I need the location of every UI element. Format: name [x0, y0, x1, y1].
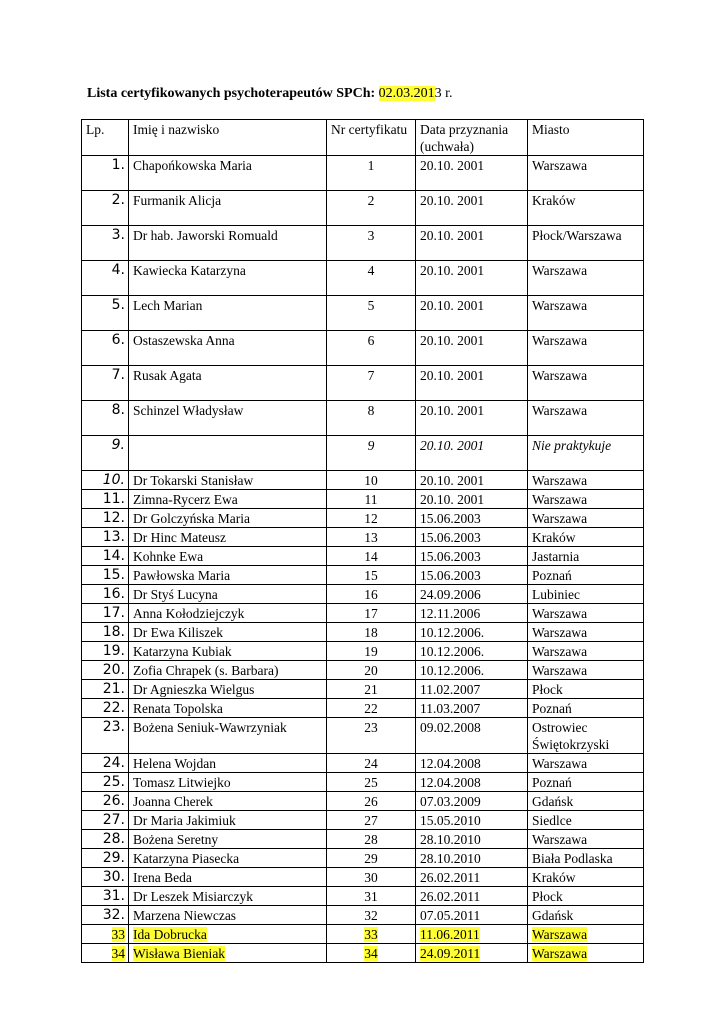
row-city: Warszawa [532, 368, 588, 383]
row-city: Warszawa [532, 606, 588, 621]
table-row [82, 436, 644, 471]
row-name: Dr Agnieszka Wielgus [133, 682, 255, 697]
row-city: Nie praktykuje [532, 438, 612, 453]
row-number: 3. [111, 227, 125, 243]
row-number: 31. [102, 888, 125, 904]
row-name: Dr Leszek Misiarczyk [133, 889, 253, 904]
table-row [82, 754, 644, 773]
row-date: 24.09.2011 [420, 946, 481, 961]
row-cert-number: 31 [364, 889, 378, 904]
table-row [82, 226, 644, 261]
row-number: 20. [102, 662, 125, 678]
table-row [82, 906, 644, 925]
row-city: Płock [532, 682, 563, 697]
row-city: Płock [532, 889, 563, 904]
table-row [82, 718, 644, 754]
row-city: Poznań [532, 775, 572, 790]
row-name: Wisława Bieniak [133, 946, 226, 961]
row-city: Warszawa [532, 158, 588, 173]
row-city: Warszawa [532, 492, 588, 507]
row-city: Warszawa [532, 644, 588, 659]
row-number: 7. [111, 367, 125, 383]
row-city: Warszawa [532, 946, 588, 961]
row-name: Irena Beda [133, 870, 192, 885]
table-row [82, 191, 644, 226]
row-date: 20.10. 2001 [420, 263, 485, 278]
row-date: 11.03.2007 [420, 701, 481, 716]
table-row [82, 811, 644, 830]
row-date: 20.10. 2001 [420, 333, 485, 348]
table-row [82, 773, 644, 792]
row-cert-number: 5 [367, 298, 375, 313]
table-row [82, 296, 644, 331]
row-date: 15.06.2003 [420, 568, 481, 583]
row-date: 10.12.2006. [420, 644, 485, 659]
row-city: Warszawa [532, 298, 588, 313]
row-number: 32. [102, 907, 125, 923]
row-number: 27. [102, 812, 125, 828]
row-city: Kraków [532, 530, 576, 545]
row-number: 18. [102, 624, 125, 640]
header-lp: Lp. [82, 120, 129, 156]
table-row [82, 661, 644, 680]
row-name: Dr Hinc Mateusz [133, 530, 226, 545]
header-date: Data przyznania (uchwała) [416, 120, 528, 156]
table-row [82, 925, 644, 944]
row-cert-number: 17 [364, 606, 378, 621]
row-cert-number: 32 [364, 908, 378, 923]
row-name: Helena Wojdan [133, 756, 217, 771]
table-row [82, 887, 644, 906]
row-cert-number: 18 [364, 625, 378, 640]
row-name: Kohnke Ewa [133, 549, 204, 564]
row-date: 15.06.2003 [420, 530, 481, 545]
row-date: 11.02.2007 [420, 682, 481, 697]
row-name: Anna Kołodziejczyk [133, 606, 245, 621]
row-number: 29. [102, 850, 125, 866]
row-city: Warszawa [532, 403, 588, 418]
row-cert-number: 9 [367, 438, 375, 453]
row-number: 15. [102, 567, 125, 583]
row-cert-number: 19 [364, 644, 378, 659]
row-cert-number: 11 [364, 492, 378, 507]
row-number: 34 [111, 946, 125, 961]
row-city: Poznań [532, 568, 572, 583]
row-number: 10. [102, 472, 125, 488]
row-date: 11.06.2011 [420, 927, 480, 942]
row-number: 28. [102, 831, 125, 847]
row-date: 20.10. 2001 [420, 473, 485, 488]
table-row [82, 849, 644, 868]
header-city: Miasto [528, 120, 644, 156]
row-name: Renata Topolska [133, 701, 223, 716]
table-row [82, 261, 644, 296]
row-cert-number: 30 [364, 870, 378, 885]
table-row [82, 156, 644, 191]
row-name: Dr Ewa Kiliszek [133, 625, 223, 640]
row-name: Dr Maria Jakimiuk [133, 813, 236, 828]
table-row [82, 331, 644, 366]
row-city: Warszawa [532, 625, 588, 640]
table-row [82, 792, 644, 811]
row-cert-number: 4 [367, 263, 375, 278]
table-row [82, 528, 644, 547]
row-city: Płock/Warszawa [532, 228, 622, 243]
row-date: 26.02.2011 [420, 870, 481, 885]
row-city: Biała Podlaska [532, 851, 613, 866]
table-row [82, 680, 644, 699]
row-name: Chapońkowska Maria [133, 158, 252, 173]
row-date: 12.11.2006 [420, 606, 481, 621]
row-date: 12.04.2008 [420, 775, 481, 790]
title-suffix: 3 r. [434, 86, 453, 101]
row-date: 07.03.2009 [420, 794, 481, 809]
row-cert-number: 23 [364, 720, 378, 735]
row-city: Lubiniec [532, 587, 580, 602]
row-cert-number: 24 [364, 756, 378, 771]
row-number: 9. [111, 437, 125, 453]
row-name: Joanna Cherek [133, 794, 213, 809]
row-cert-number: 3 [367, 228, 375, 243]
row-name: Furmanik Alicja [133, 193, 222, 208]
row-date: 10.12.2006. [420, 625, 485, 640]
row-date: 20.10. 2001 [420, 193, 485, 208]
row-number: 17. [102, 605, 125, 621]
table-row [82, 366, 644, 401]
row-cert-number: 33 [364, 927, 378, 942]
row-city: Jastarnia [532, 549, 580, 564]
row-city: Poznań [532, 701, 572, 716]
row-cert-number: 27 [364, 813, 378, 828]
table-row [82, 401, 644, 436]
table-header-row [82, 120, 644, 156]
row-date: 15.06.2003 [420, 511, 481, 526]
row-city: Warszawa [532, 832, 588, 847]
row-city: Ostrowiec Świętokrzyski [532, 720, 610, 752]
row-date: 09.02.2008 [420, 720, 481, 735]
row-number: 4. [111, 262, 125, 278]
row-number: 8. [111, 402, 125, 418]
row-number: 13. [102, 529, 125, 545]
row-name: Zofia Chrapek (s. Barbara) [133, 663, 279, 678]
row-cert-number: 10 [364, 473, 378, 488]
row-date: 20.10. 2001 [420, 368, 485, 383]
table-row [82, 490, 644, 509]
title-date-highlight: 02.03.201 [378, 86, 435, 101]
row-date: 20.10. 2001 [420, 438, 485, 453]
row-cert-number: 22 [364, 701, 378, 716]
row-number: 22. [102, 700, 125, 716]
table-row [82, 944, 644, 963]
row-number: 14. [102, 548, 125, 564]
row-city: Warszawa [532, 756, 588, 771]
row-name: Dr Golczyńska Maria [133, 511, 250, 526]
table-row [82, 830, 644, 849]
row-city: Warszawa [532, 927, 588, 942]
table-row [82, 642, 644, 661]
table-body [82, 156, 644, 963]
row-number: 5. [111, 297, 125, 313]
row-name: Bożena Seniuk-Wawrzyniak [133, 720, 287, 735]
row-name: Rusak Agata [133, 368, 202, 383]
row-cert-number: 25 [364, 775, 378, 790]
row-cert-number: 13 [364, 530, 378, 545]
row-name: Bożena Seretny [133, 832, 219, 847]
row-date: 15.05.2010 [420, 813, 481, 828]
row-number: 26. [102, 793, 125, 809]
row-city: Gdańsk [532, 794, 574, 809]
row-name: Ida Dobrucka [133, 927, 207, 942]
row-number: 2. [111, 192, 125, 208]
row-number: 21. [102, 681, 125, 697]
row-number: 23. [102, 719, 125, 735]
row-date: 20.10. 2001 [420, 228, 485, 243]
row-number: 1. [111, 157, 125, 173]
row-city: Warszawa [532, 511, 588, 526]
table-row [82, 699, 644, 718]
table-row [82, 585, 644, 604]
table-row [82, 471, 644, 490]
row-cert-number: 34 [364, 946, 378, 961]
row-name: Dr Styś Lucyna [133, 587, 218, 602]
row-cert-number: 26 [364, 794, 378, 809]
row-city: Warszawa [532, 263, 588, 278]
row-date: 20.10. 2001 [420, 403, 485, 418]
row-date: 20.10. 2001 [420, 492, 485, 507]
row-number: 25. [102, 774, 125, 790]
row-number: 19. [102, 643, 125, 659]
row-name: Kawiecka Katarzyna [133, 263, 246, 278]
row-number: 12. [102, 510, 125, 526]
table-row [82, 547, 644, 566]
row-number: 16. [102, 586, 125, 602]
row-cert-number: 20 [364, 663, 378, 678]
row-name: Katarzyna Piasecka [133, 851, 240, 866]
row-name: Ostaszewska Anna [133, 333, 235, 348]
title-prefix: Lista certyfikowanych psychoterapeutów SPCh: [87, 86, 379, 101]
row-date: 10.12.2006. [420, 663, 485, 678]
row-cert-number: 15 [364, 568, 378, 583]
row-number: 24. [102, 755, 125, 771]
psychotherapists-table [81, 119, 644, 963]
row-city: Kraków [532, 870, 576, 885]
row-name: Tomasz Litwiejko [133, 775, 231, 790]
row-cert-number: 29 [364, 851, 378, 866]
row-name: Katarzyna Kubiak [133, 644, 232, 659]
row-city: Gdańsk [532, 908, 574, 923]
row-cert-number: 21 [364, 682, 378, 697]
row-name: Lech Marian [133, 298, 203, 313]
row-date: 20.10. 2001 [420, 158, 485, 173]
row-city: Warszawa [532, 473, 588, 488]
row-cert-number: 2 [367, 193, 375, 208]
row-number: 6. [111, 332, 125, 348]
row-name: Zimna-Rycerz Ewa [133, 492, 238, 507]
row-city: Warszawa [532, 333, 588, 348]
row-city: Warszawa [532, 663, 588, 678]
table-row [82, 623, 644, 642]
row-date: 24.09.2006 [420, 587, 481, 602]
document-title [87, 86, 453, 102]
row-date: 15.06.2003 [420, 549, 481, 564]
row-date: 20.10. 2001 [420, 298, 485, 313]
table-row [82, 509, 644, 528]
row-cert-number: 12 [364, 511, 378, 526]
table-row [82, 868, 644, 887]
row-city: Kraków [532, 193, 576, 208]
row-cert-number: 6 [367, 333, 375, 348]
row-date: 28.10.2010 [420, 832, 481, 847]
row-date: 07.05.2011 [420, 908, 481, 923]
header-cert-number: Nr certyfikatu [327, 120, 416, 156]
row-cert-number: 8 [367, 403, 375, 418]
row-cert-number: 14 [364, 549, 378, 564]
row-cert-number: 7 [367, 368, 375, 383]
row-city: Siedlce [532, 813, 572, 828]
header-name: Imię i nazwisko [129, 120, 327, 156]
row-date: 26.02.2011 [420, 889, 481, 904]
row-number: 33 [111, 927, 125, 942]
row-cert-number: 28 [364, 832, 378, 847]
table-row [82, 604, 644, 623]
row-cert-number: 16 [364, 587, 378, 602]
row-name: Pawłowska Maria [133, 568, 231, 583]
row-number: 11. [102, 491, 125, 507]
row-cert-number: 1 [367, 158, 375, 173]
row-number: 30. [102, 869, 125, 885]
row-name: Marzena Niewczas [133, 908, 237, 923]
row-name: Schinzel Władysław [133, 403, 244, 418]
row-date: 28.10.2010 [420, 851, 481, 866]
row-name: Dr hab. Jaworski Romuald [133, 228, 278, 243]
table-row [82, 566, 644, 585]
row-date: 12.04.2008 [420, 756, 481, 771]
row-name: Dr Tokarski Stanisław [133, 473, 254, 488]
